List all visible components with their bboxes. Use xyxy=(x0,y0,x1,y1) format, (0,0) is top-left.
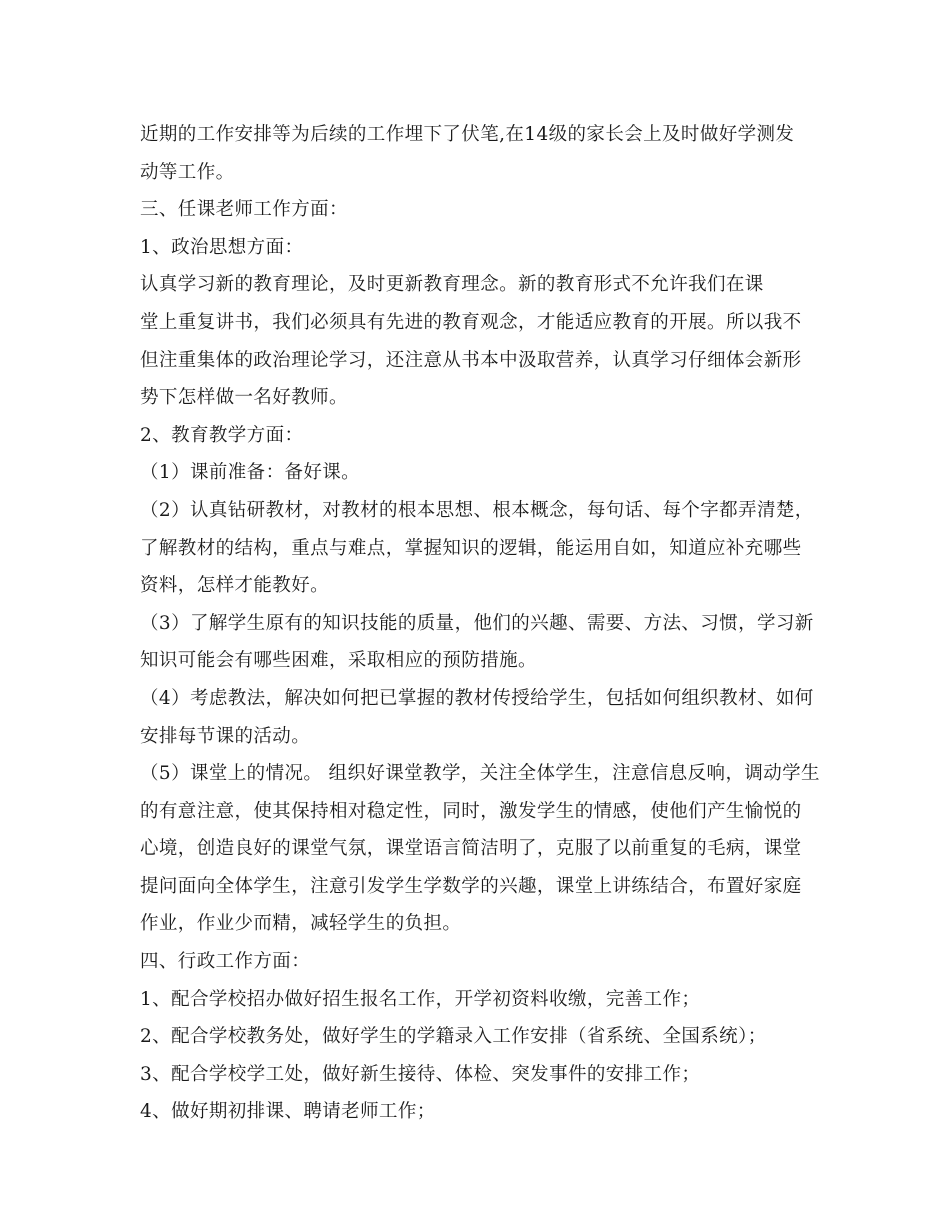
list-item: 1、配合学校招办做好招生报名工作，开学初资料收缴，完善工作； xyxy=(140,988,701,1010)
list-item: （1）课前准备：备好课。 xyxy=(140,462,361,484)
list-item: （2）认真钻研教材，对教材的根本思想、根本概念，每句话、每个字都弄清楚， xyxy=(140,499,814,521)
document-body xyxy=(140,116,820,1131)
subsection-heading: 1、政治思想方面： xyxy=(140,236,304,258)
text-line: 动等工作。 xyxy=(140,161,235,183)
list-item: （5）课堂上的情况。 组织好课堂教学，关注全体学生，注意信息反响，调动学生 xyxy=(140,763,820,785)
list-item: 2、配合学校教务处，做好学生的学籍录入工作安排（省系统、全国系统）； xyxy=(140,1026,767,1048)
list-item: （4）考虑教法，解决如何把已掌握的教材传授给学生，包括如何组织教材、如何 xyxy=(140,687,814,709)
subsection-heading: 2、教育教学方面： xyxy=(140,424,304,446)
text-line: 资料，怎样才能教好。 xyxy=(140,575,330,597)
text-line: 认真学习新的教育理论，及时更新教育理念。新的教育形式不允许我们在课 xyxy=(140,274,764,296)
list-item: 4、做好期初排课、聘请老师工作； xyxy=(140,1101,436,1123)
section-heading: 四、行政工作方面： xyxy=(140,951,311,973)
text-line: 堂上重复讲书，我们必须具有先进的教育观念，才能适应教育的开展。所以我不 xyxy=(140,311,802,333)
text-line: 近期的工作安排等为后续的工作埋下了伏笔,在14级的家长会上及时做好学测发 xyxy=(140,124,795,145)
text-line: 但注重集体的政治理论学习，还注意从书本中汲取营养，认真学习仔细体会新形 xyxy=(140,349,802,371)
section-heading: 三、任课老师工作方面： xyxy=(140,199,348,221)
text-line: 势下怎样做一名好教师。 xyxy=(140,387,348,409)
text-line: 安排每节课的活动。 xyxy=(140,725,311,747)
list-item: 3、配合学校学工处，做好新生接待、体检、突发事件的安排工作； xyxy=(140,1063,701,1085)
text-line: 提问面向全体学生，注意引发学生学数学的兴趣，课堂上讲练结合，布置好家庭 xyxy=(140,875,802,897)
text-line: 心境，创造良好的课堂气氛，课堂语言简洁明了，克服了以前重复的毛病，课堂 xyxy=(140,838,802,860)
text-line: 的有意注意，使其保持相对稳定性，同时，激发学生的情感，使他们产生愉悦的 xyxy=(140,800,802,822)
list-item: （3）了解学生原有的知识技能的质量，他们的兴趣、需要、方法、习惯，学习新 xyxy=(140,612,814,634)
text-line: 作业，作业少而精，减轻学生的负担。 xyxy=(140,913,462,935)
text-line: 知识可能会有哪些困难，采取相应的预防措施。 xyxy=(140,650,537,672)
text-line: 了解教材的结构，重点与难点，掌握知识的逻辑，能运用自如，知道应补充哪些 xyxy=(140,537,802,559)
